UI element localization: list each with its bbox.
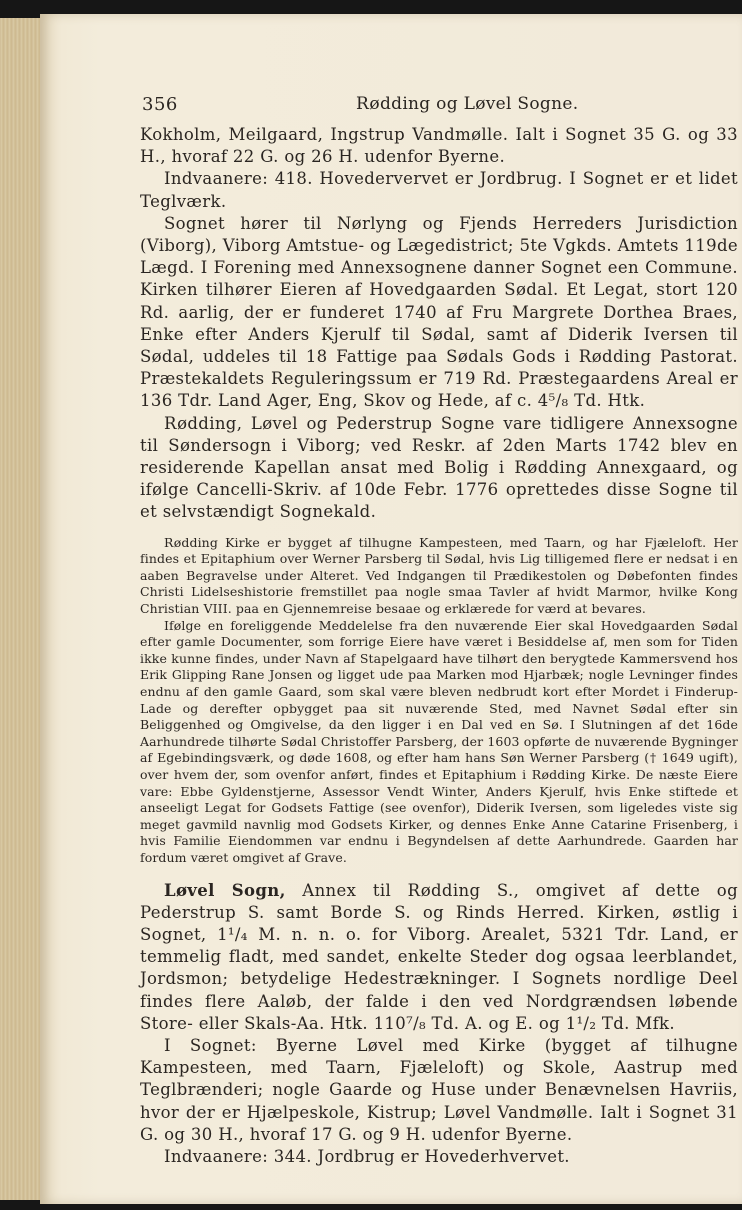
paragraph-3: Sognet hører til Nørlyng og Fjends Herreders Jurisdiction (Viborg), Viborg Amtstue- og Lægedistrict; 5te Vgkds. Amtets 119de Lægd. I Forening med Annexsognene danner Sognet een Commune. Kirken tilhører Eieren af Hovedgaarden Sødal. Et Legat, stort 120 Rd. aarlig, der er funderet 1740 af Fru Margrete Dorthea Braes, Enke efter Anders Kjerulf til Sødal, samt af Diderik Iversen til Sødal, uddeles til 18 Fattige paa Sødals Gods i Rødding Pastorat. Præstekaldets Reguleringssum er 719 Rd. Præstegaardens Areal er 136 Tdr. Land Ager, Eng, Skov og Hede, af c. 4⁵/₈ Td. Htk. bbox=[140, 213, 738, 411]
main-text-block-1 bbox=[140, 124, 738, 524]
running-head: Rødding og Løvel Sogne. bbox=[356, 94, 579, 114]
main-text-block-2 bbox=[140, 880, 738, 1169]
page-text bbox=[140, 124, 738, 1168]
paragraph-4: Rødding, Løvel og Pederstrup Sogne vare tidligere Annexsogne til Søndersogn i Viborg; ved Reskr. af 2den Marts 1742 blev en residerende Kapellan ansat med Bolig i Rødding Annexgaard, og ifølge Cancelli-Skriv. af 10de Febr. 1776 oprettedes disse Sogne til et selvstændigt Sognekald. bbox=[140, 413, 738, 522]
book-page bbox=[40, 14, 742, 1204]
paragraph-1: Kokholm, Meilgaard, Ingstrup Vandmølle. Ialt i Sognet 35 G. og 33 H., hvoraf 22 G. og 26 H. udenfor Byerne. bbox=[140, 125, 738, 167]
paragraph-6: I Sognet: Byerne Løvel med Kirke (bygget af tilhugne Kampesteen, med Taarn, Fjæleloft) og Skole, Aastrup med Teglbrænderi; nogle Gaarde og Huse under Benævnelsen Havriis, hvor der er Hjælpeskole, Kistrup; Løvel Vandmølle. Ialt i Sognet 31 G. og 30 H., hvoraf 17 G. og 9 H. udenfor Byerne. bbox=[140, 1035, 738, 1144]
small-print-block bbox=[140, 535, 738, 867]
small-paragraph-2: Ifølge en foreliggende Meddelelse fra den nuværende Eier skal Hovedgaarden Sødal efter gamle Documenter, som forrige Eiere have været i Besiddelse af, men som for Tiden ikke kunne findes, under Navn af Stapelgaard have tilhørt den berygtede Kammersvend hos Erik Glipping Rane Jonsen og ligget ude paa Marken mod Hjarbæk; nogle Levninger findes endnu af den gamle Gaard, som skal være bleven nedbrudt kort efter Mordet i Finderup-Lade og derefter opbygget paa sit nuværende Sted, med Navnet Sødal efter sin Beliggenhed og Omgivelse, da den ligger i en Dal ved en Sø. I Slutningen af det 16de Aarhundrede tilhørte Sødal Christoffer Parsberg, der 1603 opførte de nuværende Bygninger af Egebindingsværk, og døde 1608, og efter ham hans Søn Werner Parsberg († 1649 ugift), over hvem der, som ovenfor anført, findes et Epitaphium i Rødding Kirke. De næste Eiere vare: Ebbe Gyldenstjerne, Assessor Vendt Winter, Anders Kjerulf, hvis Enke stiftede et anseeligt Legat for Godsets Fattige (see ovenfor), Diderik Iversen, som ligeledes viste sig meget gavmild navnlig mod Godsets Kirker, og dennes Enke Anne Catarine Frisenberg, i hvis Familie Eiendommen var endnu i Begyndelsen af dette Aarhundrede. Gaarden har fordum været omgivet af Grave. bbox=[140, 617, 738, 865]
small-paragraph-1: Rødding Kirke er bygget af tilhugne Kampesteen, med Taarn, og har Fjæleloft. Her findes et Epitaphium over Werner Parsberg til Sødal, hvis Lig tilligemed flere er nedsat i en aaben Begravelse under Alteret. Ved Indgangen til Prædikestolen og Døbefonten findes Christi Lidelseshistorie fremstillet paa nogle smaa Tavler af hvidt Marmor, hvilke Kong Christian VIII. paa en Gjennemreise besaae og erklærede for værd at bevares. bbox=[140, 534, 738, 617]
paragraph-5-text: Annex til Rødding S., omgivet af dette og Pederstrup S. samt Borde S. og Rinds Herred. Kirken, østlig i Sognet, 1¹/₄ M. n. n. o. for Viborg. Arealet, 5321 Tdr. Land, er temmelig fladt, med sandet, enkelte Steder dog ogsaa leerblandet, Jordsmon; betydelige Hedestrækninger. I Sognets nordlige Deel findes flere Aaløb, der falde i den ved Nordgrændsen løbende Store- eller Skals-Aa. Htk. 110⁷/₈ Td. A. og E. og 1¹/₂ Td. Mfk. bbox=[140, 880, 738, 1033]
section-title: Løvel Sogn, bbox=[164, 880, 286, 900]
page-number: 356 bbox=[142, 94, 178, 115]
page-header bbox=[142, 84, 742, 114]
paragraph-2: Indvaanere: 418. Hovedervervet er Jordbrug. I Sognet er et lidet Teglværk. bbox=[140, 169, 738, 211]
paragraph-5 bbox=[140, 880, 738, 1035]
paragraph-7: Indvaanere: 344. Jordbrug er Hovederhvervet. bbox=[164, 1146, 570, 1166]
